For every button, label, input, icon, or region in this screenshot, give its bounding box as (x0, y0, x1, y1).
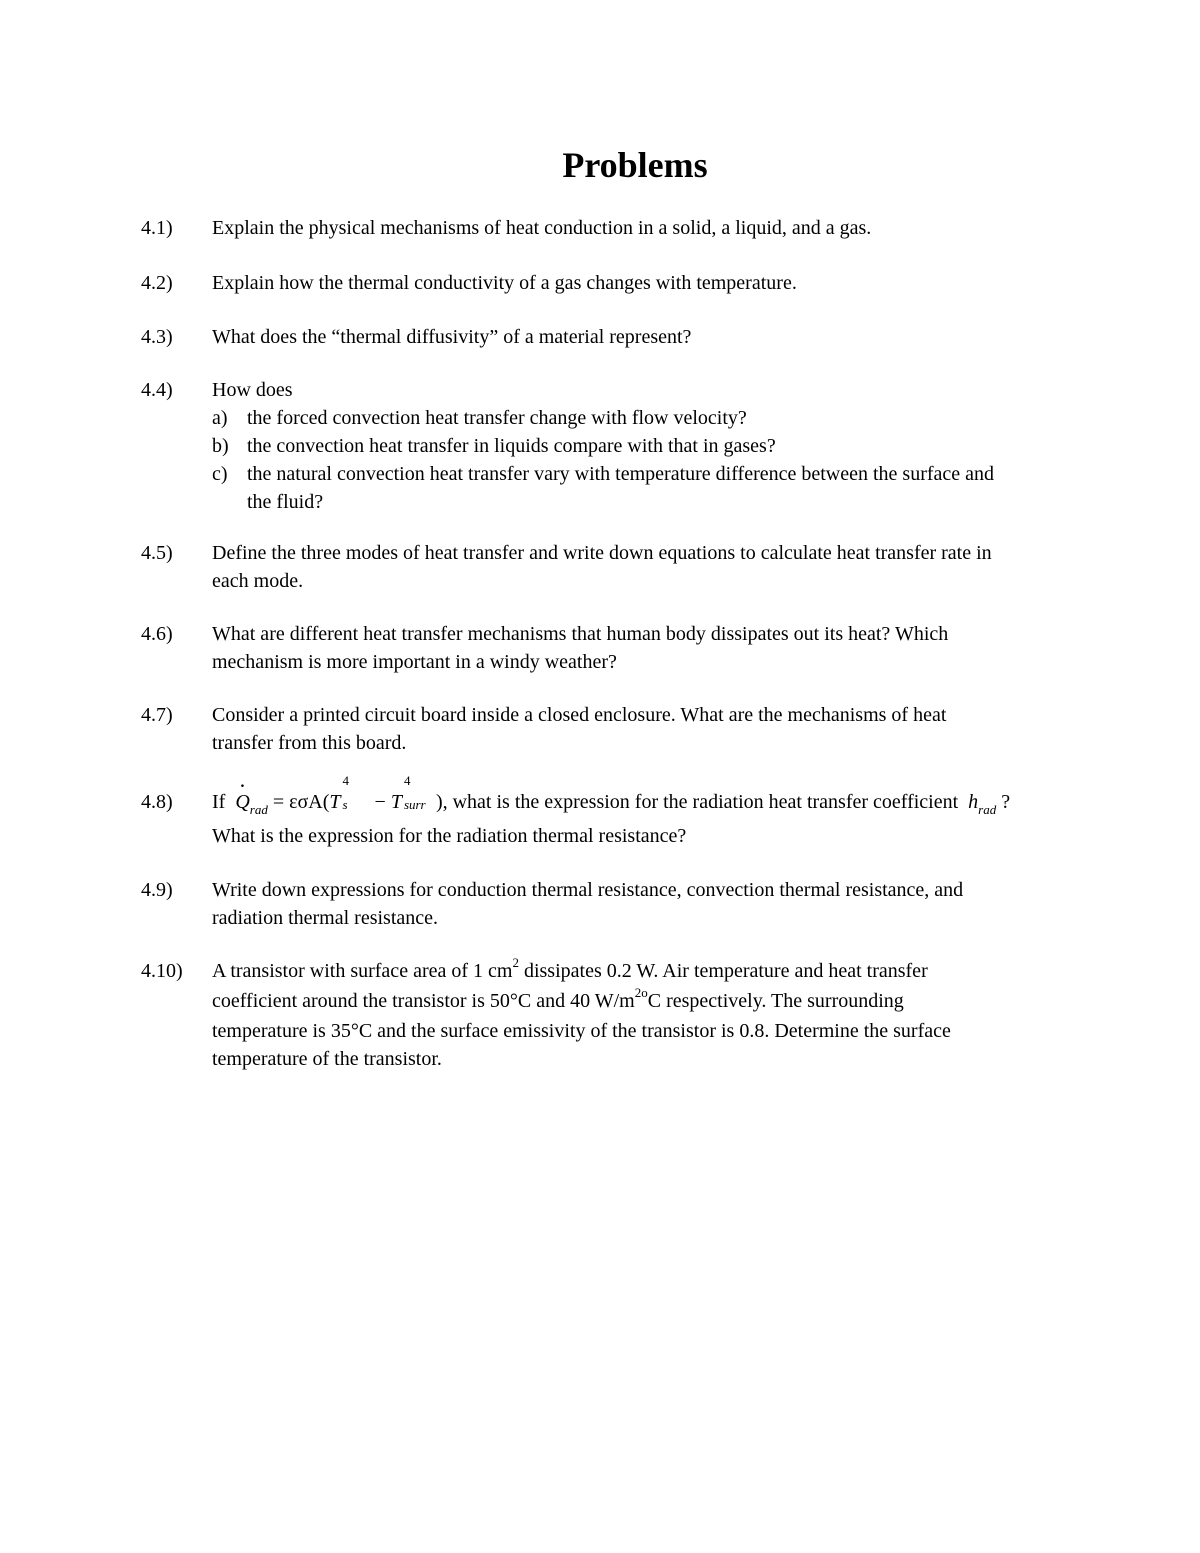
sub-item-text: the forced convection heat transfer change with flow velocity? (247, 407, 747, 429)
problem-text: , what is the expression for the radiation heat transfer coefficient (442, 791, 959, 813)
tsurr-subscript: surr (403, 797, 426, 812)
problem-text-line-4: temperature of the transistor. (212, 1048, 442, 1070)
problem-text-cont: mechanism is more important in a windy weather? (212, 651, 617, 673)
sub-item-label: c) (212, 463, 228, 485)
superscript: 2 (512, 955, 519, 970)
problem-number: 4.10) (141, 960, 183, 982)
problem-text-cont: radiation thermal resistance. (212, 907, 439, 929)
problem-text-cont: each mode. (212, 570, 304, 592)
h-symbol: h (968, 791, 979, 813)
problem-text: Explain the physical mechanisms of heat conduction in a solid, a liquid, and a gas. (212, 217, 872, 239)
page-title: Problems (562, 145, 708, 185)
problem-number: 4.3) (141, 326, 173, 348)
problem-number: 4.2) (141, 272, 173, 294)
sub-item-label: b) (212, 435, 229, 457)
problem-text-cont: transfer from this board. (212, 732, 407, 754)
sub-item-text-cont: the fluid? (247, 491, 324, 513)
sub-item-a (212, 404, 1142, 432)
sub-item-text: the convection heat transfer in liquids compare with that in gases? (247, 435, 776, 457)
text-part: coefficient around the transistor is 50°C and 40 W/m (212, 990, 635, 1012)
minus-sign: − (374, 791, 386, 813)
equation (230, 773, 443, 817)
sub-item-b (212, 432, 1142, 460)
text-part: A transistor with surface area of 1 cm (212, 960, 513, 982)
superscript: 2o (634, 985, 648, 1000)
close-paren: ) (435, 791, 443, 813)
sub-item-c (212, 460, 1142, 516)
ts-superscript: 4 (342, 773, 350, 788)
problem-number: 4.6) (141, 623, 173, 645)
problem-text-line-3: temperature is 35°C and the surface emissivity of the transistor is 0.8. Determine the surface (212, 1020, 951, 1042)
problem-text-cont: What is the expression for the radiation thermal resistance? (212, 825, 687, 847)
h-subscript: rad (978, 802, 997, 817)
ts-symbol: T (329, 791, 341, 813)
problem-text: How does (212, 379, 293, 401)
problem-text: Write down expressions for conduction thermal resistance, convection thermal resistance, and (212, 879, 964, 901)
problem-text: Consider a printed circuit board inside a closed enclosure. What are the mechanisms of heat (212, 704, 947, 726)
problem-text: What does the “thermal diffusivity” of a material represent? (212, 326, 692, 348)
if-word: If (212, 791, 226, 813)
problem-text: Define the three modes of heat transfer and write down equations to calculate heat transfer rate in (212, 542, 992, 564)
problem-number: 4.9) (141, 879, 173, 901)
problem-number: 4.7) (141, 704, 173, 726)
problem-number: 4.4) (141, 379, 173, 401)
sub-item-text: the natural convection heat transfer vary with temperature difference between the surface and (247, 463, 995, 485)
problem-number: 4.5) (141, 542, 173, 564)
ts-subscript: s (342, 797, 348, 812)
problem-number: 4.1) (141, 217, 173, 239)
text-part: dissipates 0.2 W. Air temperature and heat transfer (518, 960, 928, 982)
q-dot-symbol: · Q (235, 788, 249, 816)
problem-text: Explain how the thermal conductivity of a gas changes with temperature. (212, 272, 797, 294)
equation-middle: = εσA( (272, 791, 330, 813)
question-mark: ? (1001, 791, 1011, 813)
problem-text-equation (212, 773, 1142, 818)
problem-text-line-1 (212, 957, 1142, 987)
problem-text: What are different heat transfer mechanisms that human body dissipates out its heat? Which (212, 623, 949, 645)
problem-number: 4.8) (141, 791, 173, 813)
q-subscript: rad (249, 802, 268, 817)
sub-item-label: a) (212, 407, 228, 429)
tsurr-symbol: T (390, 791, 402, 813)
problem-text-line-2 (212, 987, 1142, 1017)
text-part: C respectively. The surrounding (647, 990, 904, 1012)
tsurr-superscript: 4 (403, 773, 411, 788)
